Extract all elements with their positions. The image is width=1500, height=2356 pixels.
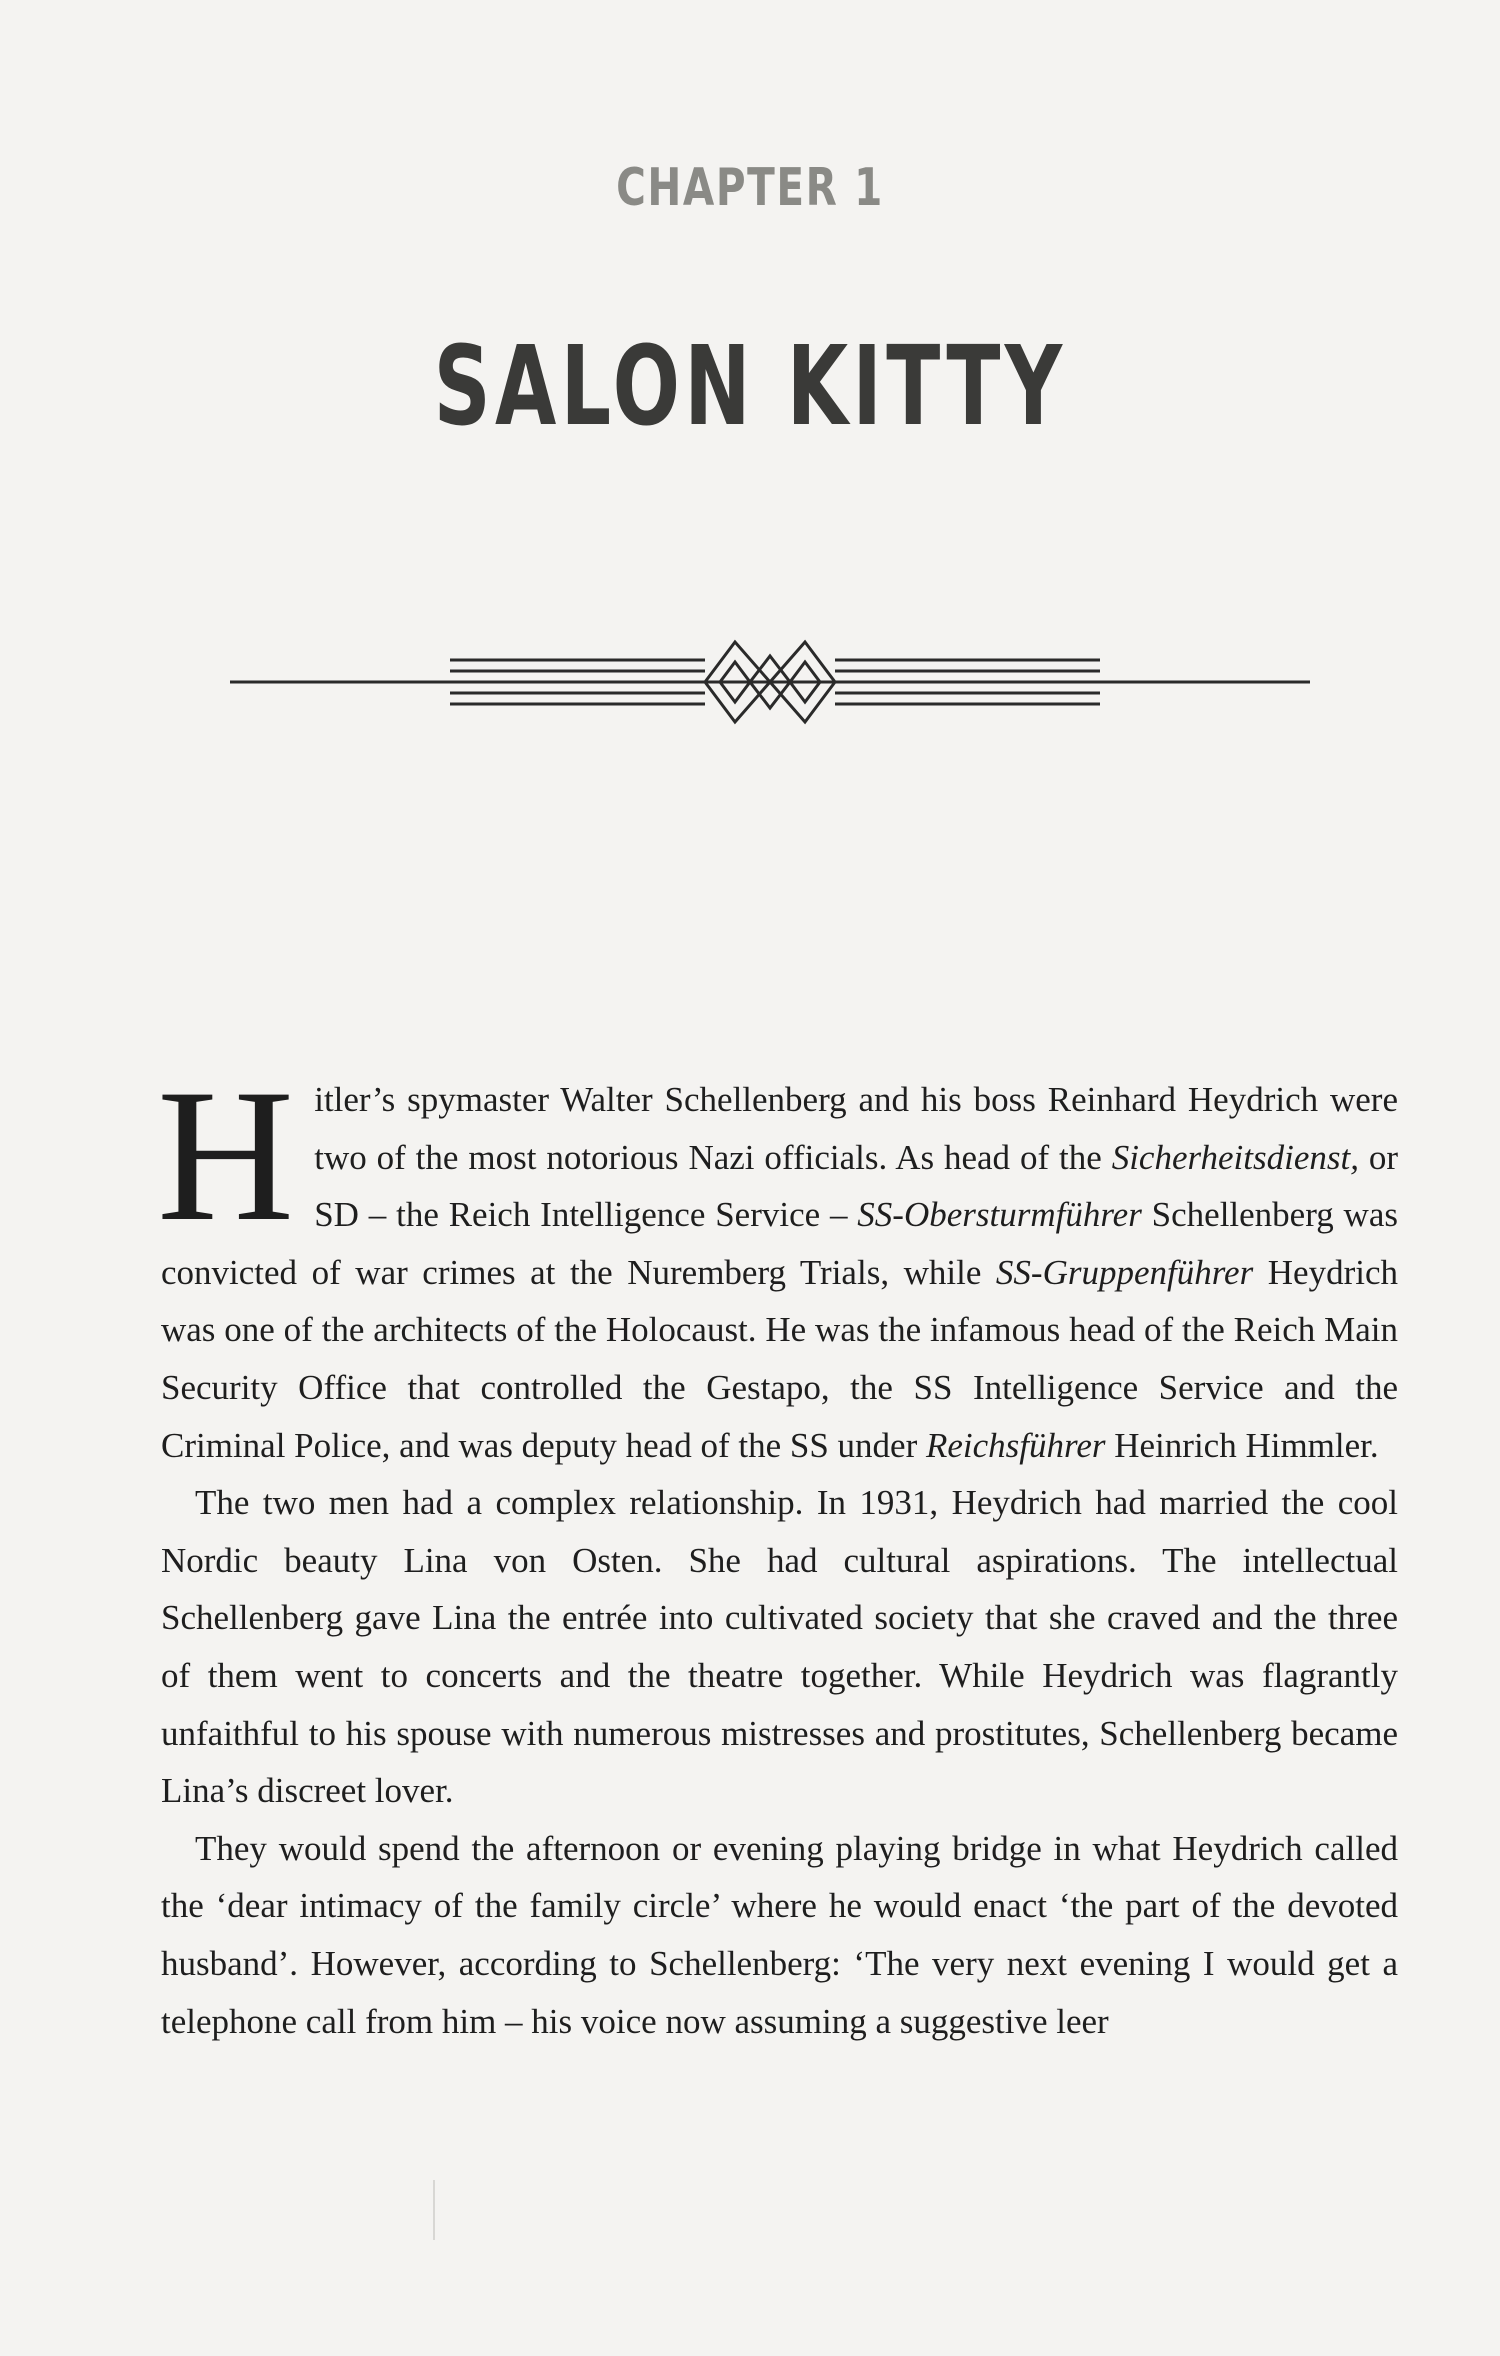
p1-text-d: Heydrich was one of the architects of the Holocaust. He was the infamous head of the Reich Main Security Office that controlled the Gestapo, the SS Intelligence Service and the Criminal Police, and was deputy head of the SS under (161, 1252, 1398, 1465)
drop-cap: H (157, 1051, 295, 1261)
term-ss-obersturmfuhrer: SS-Obersturmführer (857, 1195, 1142, 1235)
chapter-body-text (157, 1051, 1399, 2050)
term-sicherheitsdienst: Sicherheitsdienst, (1111, 1137, 1359, 1177)
p1-text-c: Schellenberg was convicted of war crimes at the Nuremberg Trials, while (161, 1195, 1398, 1292)
term-ss-gruppenfuhrer: SS-Gruppenführer (995, 1252, 1254, 1292)
art-deco-divider-ornament-icon (220, 620, 1320, 740)
paragraph-1 (157, 1051, 1399, 1474)
paragraph-3: They would spend the afternoon or evening playing bridge in what Heydrich called the ‘dear intimacy of the family circle’ where he would enact ‘the part of the devoted husband’. However, according to Schellenberg: ‘The very next evening I would get a telephone call from him – his voice now assuming a suggestive leer (161, 1828, 1398, 2041)
chapter-number-label: CHAPTER 1 (616, 158, 884, 218)
p1-text-a: itler’s spymaster Walter Schellenberg and his boss Reinhard Heydrich were two of the most notorious Nazi officials. As head of the (314, 1080, 1398, 1177)
p1-text-e: Heinrich Himmler. (1105, 1425, 1379, 1465)
p1-text-b: or SD – the Reich Intelligence Service – (314, 1137, 1399, 1235)
page-scan-mark (433, 2180, 435, 2240)
paragraph-2: The two men had a complex relationship. In 1931, Heydrich had married the cool Nordic beauty Lina von Osten. She had cultural aspirations. The intellectual Schellenberg gave Lina the entrée into cultivated society that she craved and the three of them went to concerts and the theatre together. While Heydrich was flagrantly unfaithful to his spouse with numerous mistresses and prostitutes, Schellenberg became Lina’s discreet lover. (161, 1483, 1398, 1811)
term-reichsfuhrer: Reichsführer (926, 1425, 1106, 1465)
chapter-title: SALON KITTY (433, 322, 1067, 450)
